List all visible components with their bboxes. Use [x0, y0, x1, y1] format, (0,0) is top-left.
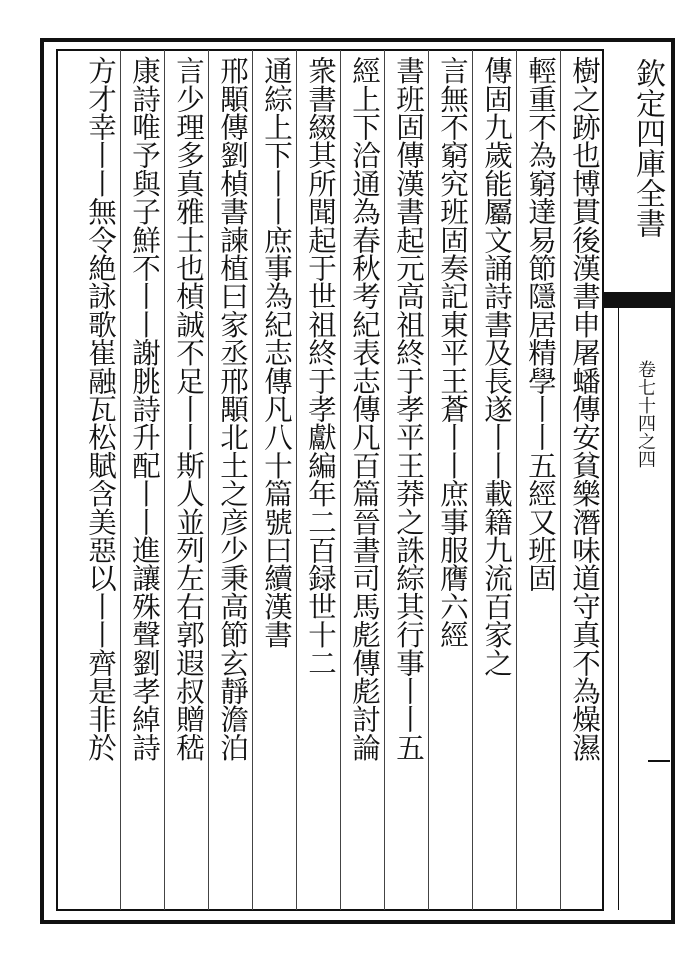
text-column-11: 康詩唯予與子鮮不丨丨謝朓詩升配丨丨進讓殊聲劉孝綽詩 — [128, 56, 161, 762]
text-column-3: 傳固九歲能屬文誦詩書及長遂丨丨載籍九流百家之 — [480, 56, 513, 677]
text-column-8: 通綜上下丨丨庶事為紀志傳凡八十篇號曰續漢書 — [260, 56, 293, 649]
margin-tick — [648, 760, 670, 762]
column-rule — [120, 50, 121, 910]
column-rule — [252, 50, 253, 910]
volume-label: 卷七十四之四 — [635, 360, 656, 468]
column-rule — [384, 50, 385, 910]
column-rule — [472, 50, 473, 910]
text-column-9: 邢顒傳劉楨書諫植曰家丞邢顒北土之彦少秉高節玄靜澹泊 — [216, 56, 249, 762]
text-column-7: 衆書綴其所聞起于世祖終于孝獻編年二百録世十二 — [304, 56, 337, 677]
text-column-6: 經上下洽通為春秋考紀表志傳凡百篇晉書司馬彪傳彪討論 — [348, 56, 381, 762]
text-column-5: 書班固傳漢書起元高祖終于孝平王莽之誅綜其行事丨丨五 — [392, 56, 425, 762]
fishtail-bar — [604, 292, 672, 308]
column-rule — [208, 50, 209, 910]
column-rule — [340, 50, 341, 910]
column-rule — [296, 50, 297, 910]
column-rule — [164, 50, 165, 910]
text-column-12: 方才幸丨丨無令絶詠歌崔融瓦松賦含美惡以丨丨齊是非於 — [84, 56, 117, 762]
text-column-10: 言少理多真雅士也楨誠不足丨丨斯人並列左右郭遐叔贈嵇 — [172, 56, 205, 762]
column-rule — [516, 50, 517, 910]
text-column-2: 輕重不為窮達易節隱居精學丨丨五經又班固 — [524, 56, 557, 592]
column-rule — [560, 50, 561, 910]
margin-rule — [618, 300, 619, 910]
text-column-4: 言無不窮究班固奏記東平王蒼丨丨庶事服膺六經 — [436, 56, 469, 649]
text-column-1: 樹之跡也博貫後漢書申屠蟠傳安貧樂潛味道守真不為燥濕 — [568, 56, 601, 762]
book-title: 欽定四庫全書 — [630, 58, 665, 238]
column-rule — [428, 50, 429, 910]
